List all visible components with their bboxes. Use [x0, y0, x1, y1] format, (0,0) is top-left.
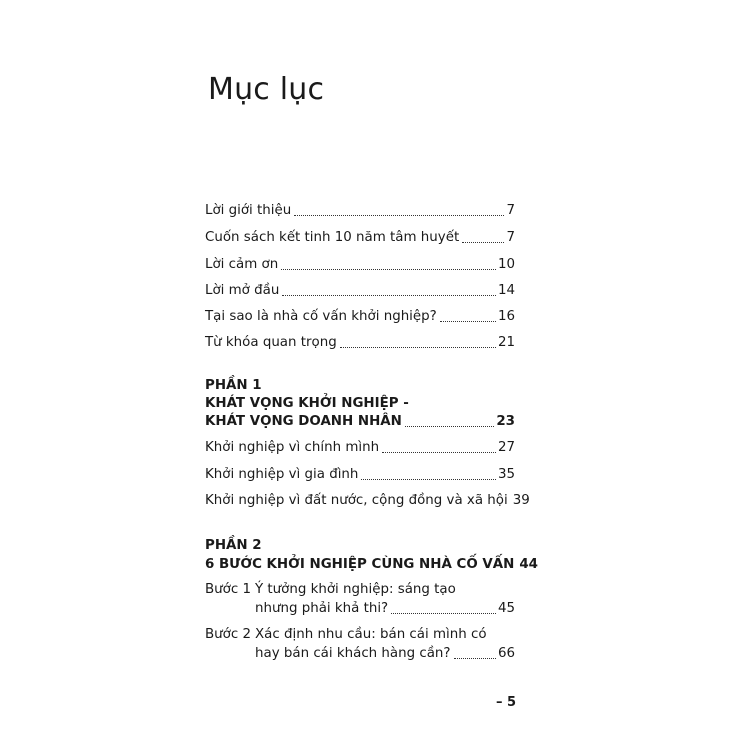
- toc-entry-label: hay bán cái khách hàng cần?: [255, 646, 451, 661]
- toc-entry-vi-gia-dinh[interactable]: [205, 466, 515, 484]
- toc-entry-page: 21: [497, 335, 515, 350]
- dot-leader: [462, 242, 504, 243]
- toc-entry-page: 66: [497, 646, 515, 661]
- step-title-line1: Xác định nhu cầu: bán cái mình có: [255, 627, 487, 642]
- toc-entry-label: Tại sao là nhà cố vấn khởi nghiệp?: [205, 309, 437, 324]
- dot-leader: [294, 215, 504, 216]
- step-number: Bước 1: [205, 582, 252, 597]
- dot-leader: [282, 295, 496, 296]
- toc-entry-cuon-sach[interactable]: [205, 229, 515, 247]
- toc-entry-page: 35: [497, 467, 515, 482]
- toc-entry-loi-mo-dau[interactable]: [205, 282, 515, 300]
- toc-entry-page: 45: [497, 601, 515, 616]
- toc-entry-label: Lời cảm ơn: [205, 257, 279, 272]
- dot-leader: [361, 479, 496, 480]
- dot-leader: [340, 347, 496, 348]
- toc-entry-tai-sao[interactable]: [205, 308, 515, 326]
- toc-entry-page: 16: [497, 309, 515, 324]
- page-title: Mục lục: [208, 72, 325, 107]
- toc-entry-page: 14: [497, 283, 515, 298]
- toc-entry-label: Cuốn sách kết tinh 10 năm tâm huyết: [205, 230, 460, 245]
- toc-entry-label: KHÁT VỌNG DOANH NHÂN: [205, 414, 402, 429]
- toc-entry-label: Khởi nghiệp vì gia đình: [205, 467, 359, 482]
- toc-entry-loi-gioi-thieu[interactable]: [205, 202, 515, 220]
- toc-entry-page: 39: [512, 493, 530, 508]
- toc-entry-tu-khoa[interactable]: [205, 334, 515, 352]
- toc-entry-vi-chinh-minh[interactable]: [205, 439, 515, 457]
- toc-entry-page: 7: [506, 230, 515, 245]
- page-number: – 5: [496, 695, 517, 710]
- dot-leader: [382, 452, 496, 453]
- toc-entry-loi-cam-on[interactable]: [205, 256, 515, 274]
- toc-entry-label: nhưng phải khả thi?: [255, 601, 389, 616]
- toc-entry-label: Lời mở đầu: [205, 283, 280, 298]
- toc-entry-page: 23: [496, 414, 515, 429]
- dot-leader: [440, 321, 496, 322]
- toc-entry-label: Lời giới thiệu: [205, 203, 292, 218]
- step-number: Bước 2: [205, 627, 252, 642]
- toc-entry-buoc-1[interactable]: [255, 600, 515, 618]
- toc-entry-part1[interactable]: [205, 413, 515, 431]
- toc-entry-page: 27: [497, 440, 515, 455]
- toc-entry-label: 6 BƯỚC KHỞI NGHIỆP CÙNG NHÀ CỐ VẤN: [205, 557, 515, 572]
- toc-entry-label: Khởi nghiệp vì chính mình: [205, 440, 380, 455]
- toc-entry-page: 7: [506, 203, 515, 218]
- dot-leader: [405, 426, 494, 427]
- step-title-line1: Ý tưởng khởi nghiệp: sáng tạo: [255, 582, 456, 597]
- dot-leader: [454, 658, 496, 659]
- toc-entry-label: Khởi nghiệp vì đất nước, cộng đồng và xã hội: [205, 493, 508, 508]
- part2-heading: PHẦN 2: [205, 538, 262, 553]
- part1-heading: PHẦN 1: [205, 378, 262, 393]
- toc-entry-page: 10: [497, 257, 515, 272]
- toc-entry-page: 44: [519, 557, 538, 572]
- toc-entry-label: Từ khóa quan trọng: [205, 335, 337, 350]
- toc-entry-part2[interactable]: [205, 556, 538, 574]
- toc-entry-buoc-2[interactable]: [255, 645, 515, 663]
- part1-title-line1: KHÁT VỌNG KHỞI NGHIỆP -: [205, 396, 409, 411]
- dot-leader: [391, 613, 496, 614]
- toc-entry-vi-dat-nuoc[interactable]: [205, 492, 530, 510]
- dot-leader: [281, 269, 496, 270]
